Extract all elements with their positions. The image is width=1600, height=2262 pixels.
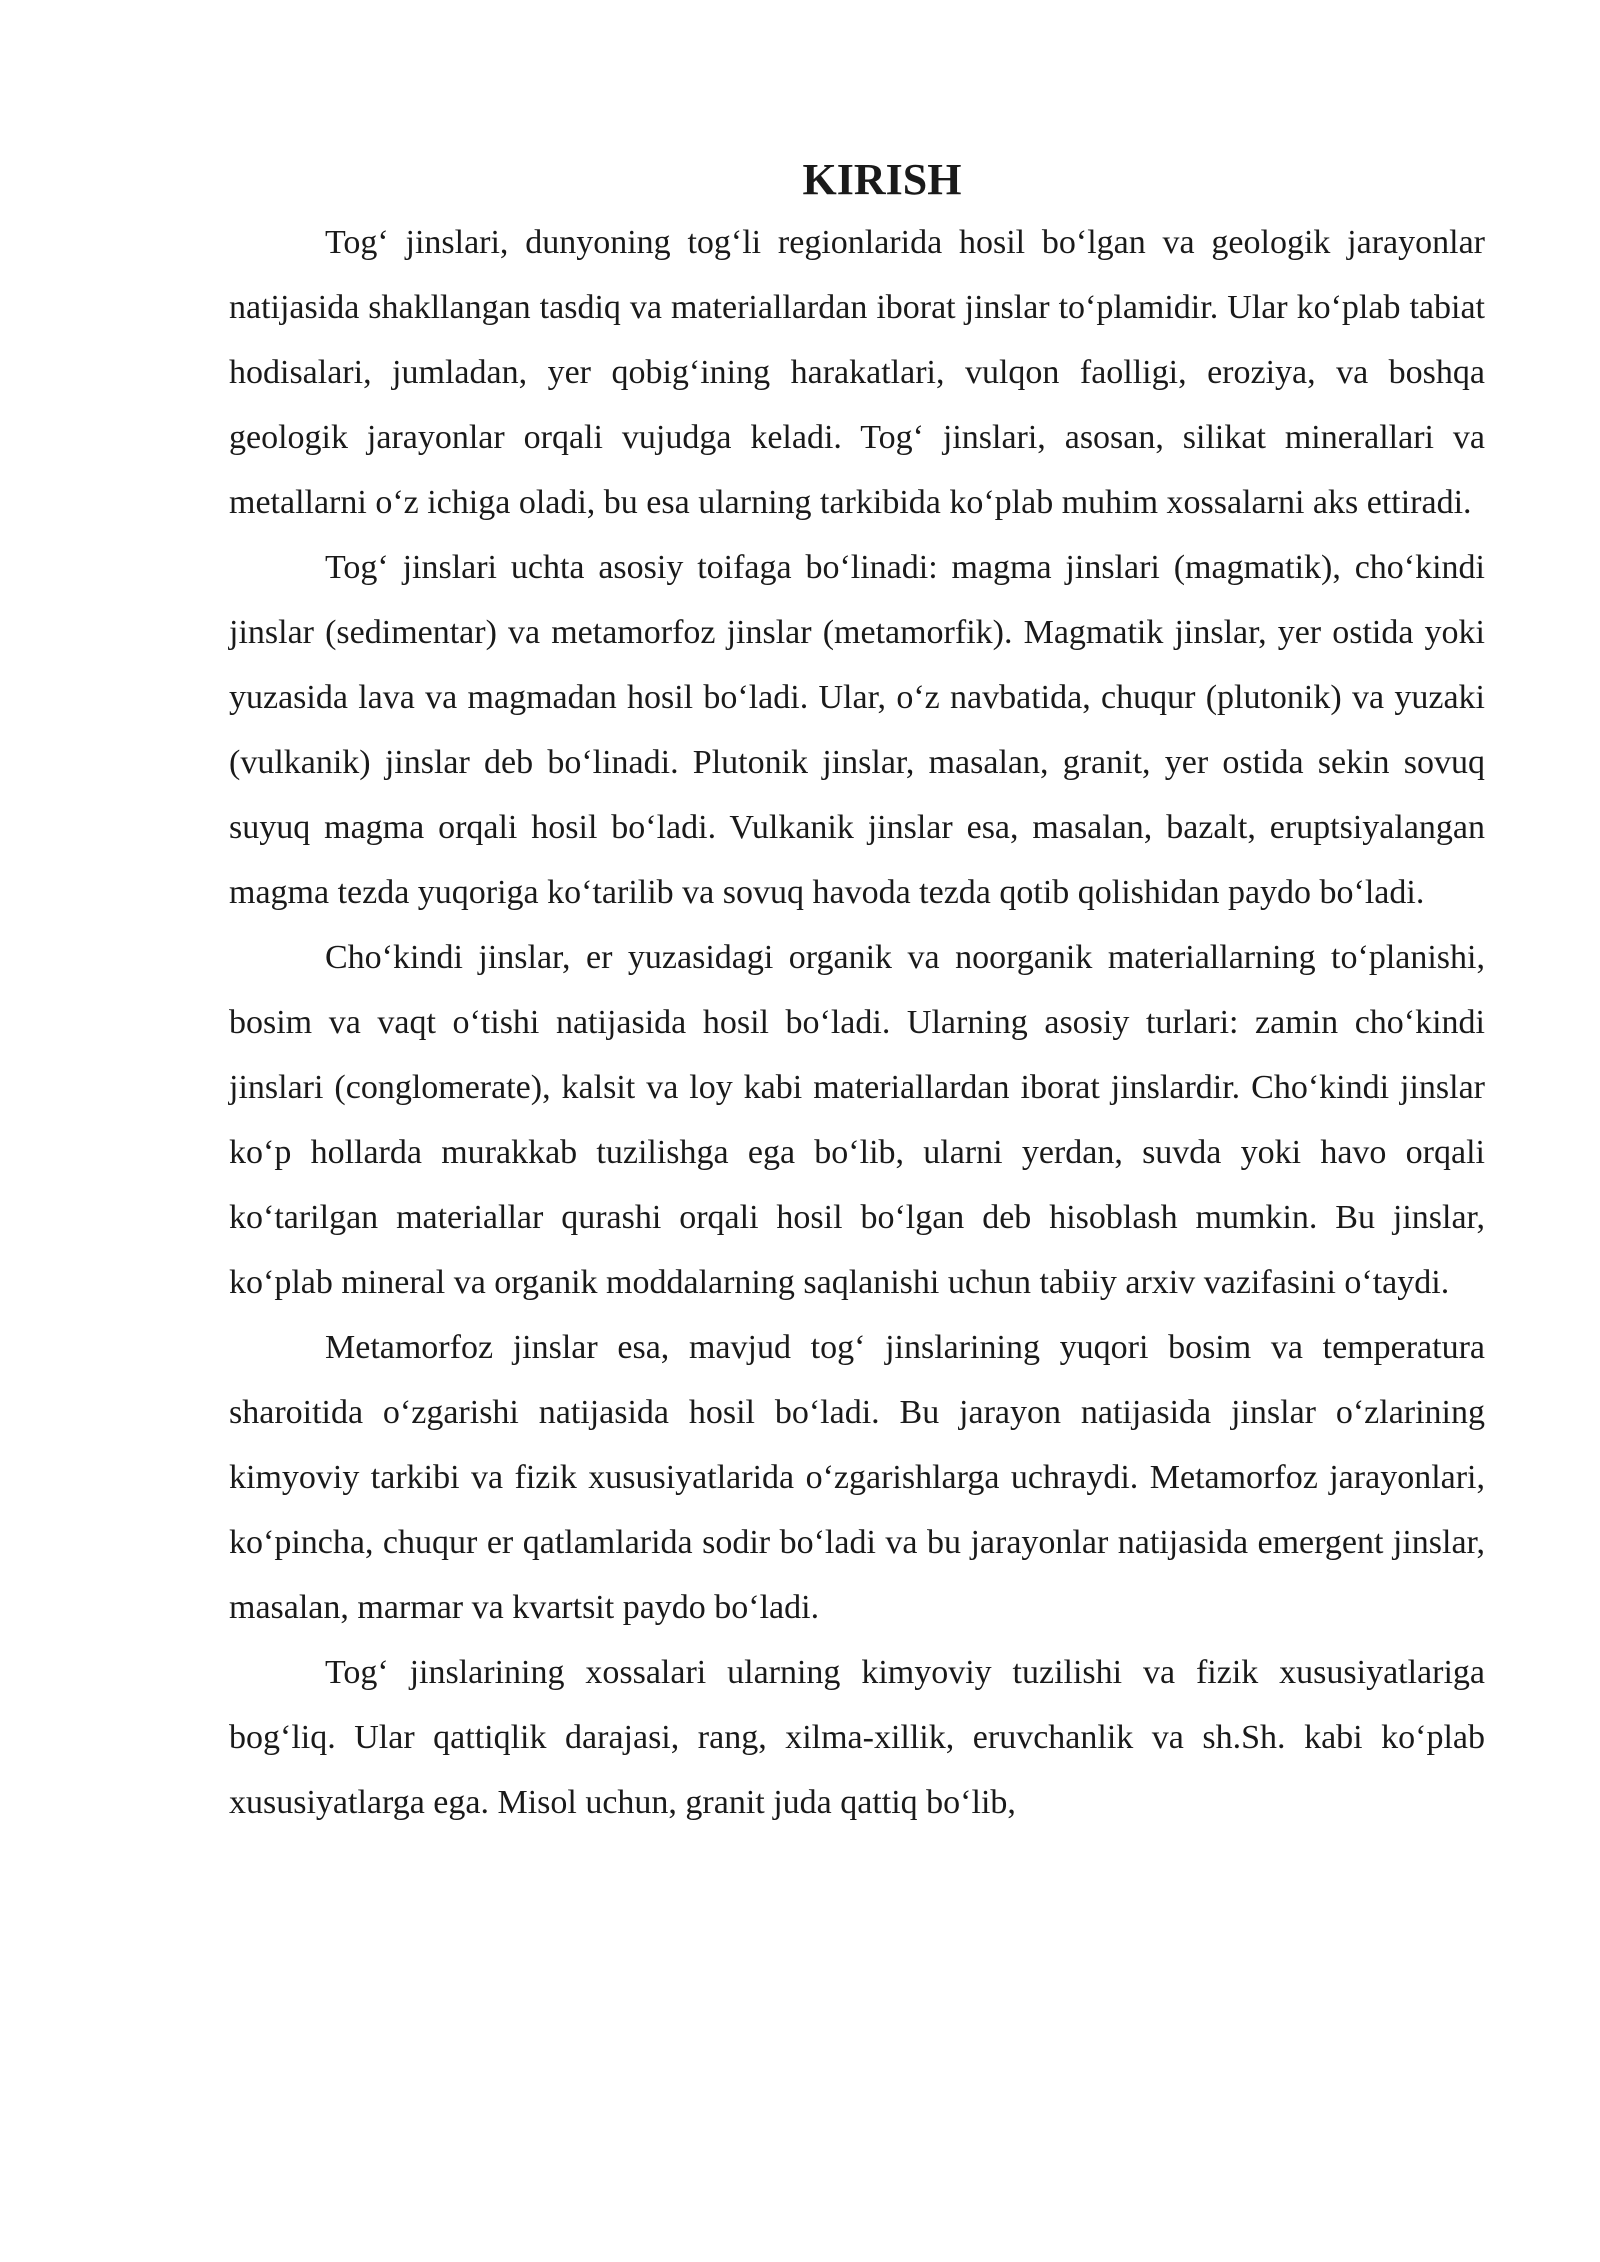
page-title: KIRISH (802, 155, 962, 204)
paragraph-3: Cho‘kindi jinslar, er yuzasidagi organik va noorganik materiallarning to‘planishi, bosim va vaqt o‘tishi natijasida hosil bo‘ladi. Ularning asosiy turlari: zamin cho‘kindi jinslari (conglomerate), kalsit va loy kabi materiallardan iborat jinslardir. Cho‘kindi jinslar ko‘p hollarda murakkab tuzilishga ega bo‘lib, ularni yerdan, suvda yoki havo orqali ko‘tarilgan materiallar qurashi orqali hosil bo‘lgan deb hisoblash mumkin. Bu jinslar, ko‘plab mineral va organik moddalarning saqlanishi uchun tabiiy arxiv vazifasini o‘taydi. (229, 939, 1485, 1301)
paragraph-5: Tog‘ jinslarining xossalari ularning kimyoviy tuzilishi va fizik xususiyatlariga bog‘liq. Ular qattiqlik darajasi, rang, xilma-xillik, eruvchanlik va sh.Sh. kabi ko‘plab xususiyatlarga ega. Misol uchun, granit juda qattiq bo‘lib, (229, 1654, 1485, 1821)
paragraph-1: Tog‘ jinslari, dunyoning tog‘li regionlarida hosil bo‘lgan va geologik jarayonlar natijasida shakllangan tasdiq va materiallardan iborat jinslar to‘plamidir. Ular ko‘plab tabiat hodisalari, jumladan, yer qobig‘ining harakatlari, vulqon faolligi, eroziya, va boshqa geologik jarayonlar orqali vujudga keladi. Tog‘ jinslari, asosan, silikat minerallari va metallarni o‘z ichiga oladi, bu esa ularning tarkibida ko‘plab muhim xossalarni aks ettiradi. (229, 224, 1485, 521)
document-body (229, 150, 1485, 1835)
paragraph-4: Metamorfoz jinslar esa, mavjud tog‘ jinslarining yuqori bosim va temperatura sharoitida o‘zgarishi natijasida hosil bo‘ladi. Bu jarayon natijasida jinslar o‘zlarining kimyoviy tarkibi va fizik xususiyatlarida o‘zgarishlarga uchraydi. Metamorfoz jarayonlari, ko‘pincha, chuqur er qatlamlarida sodir bo‘ladi va bu jarayonlar natijasida emergent jinslar, masalan, marmar va kvartsit paydo bo‘ladi. (229, 1329, 1485, 1626)
paragraph-2: Tog‘ jinslari uchta asosiy toifaga bo‘linadi: magma jinslari (magmatik), cho‘kindi jinslar (sedimentar) va metamorfoz jinslar (metamorfik). Magmatik jinslar, yer ostida yoki yuzasida lava va magmadan hosil bo‘ladi. Ular, o‘z navbatida, chuqur (plutonik) va yuzaki (vulkanik) jinslar deb bo‘linadi. Plutonik jinslar, masalan, granit, yer ostida sekin sovuq suyuq magma orqali hosil bo‘ladi. Vulkanik jinslar esa, masalan, bazalt, eruptsiyalangan magma tezda yuqoriga ko‘tarilib va sovuq havoda tezda qotib qolishidan paydo bo‘ladi. (229, 549, 1485, 911)
